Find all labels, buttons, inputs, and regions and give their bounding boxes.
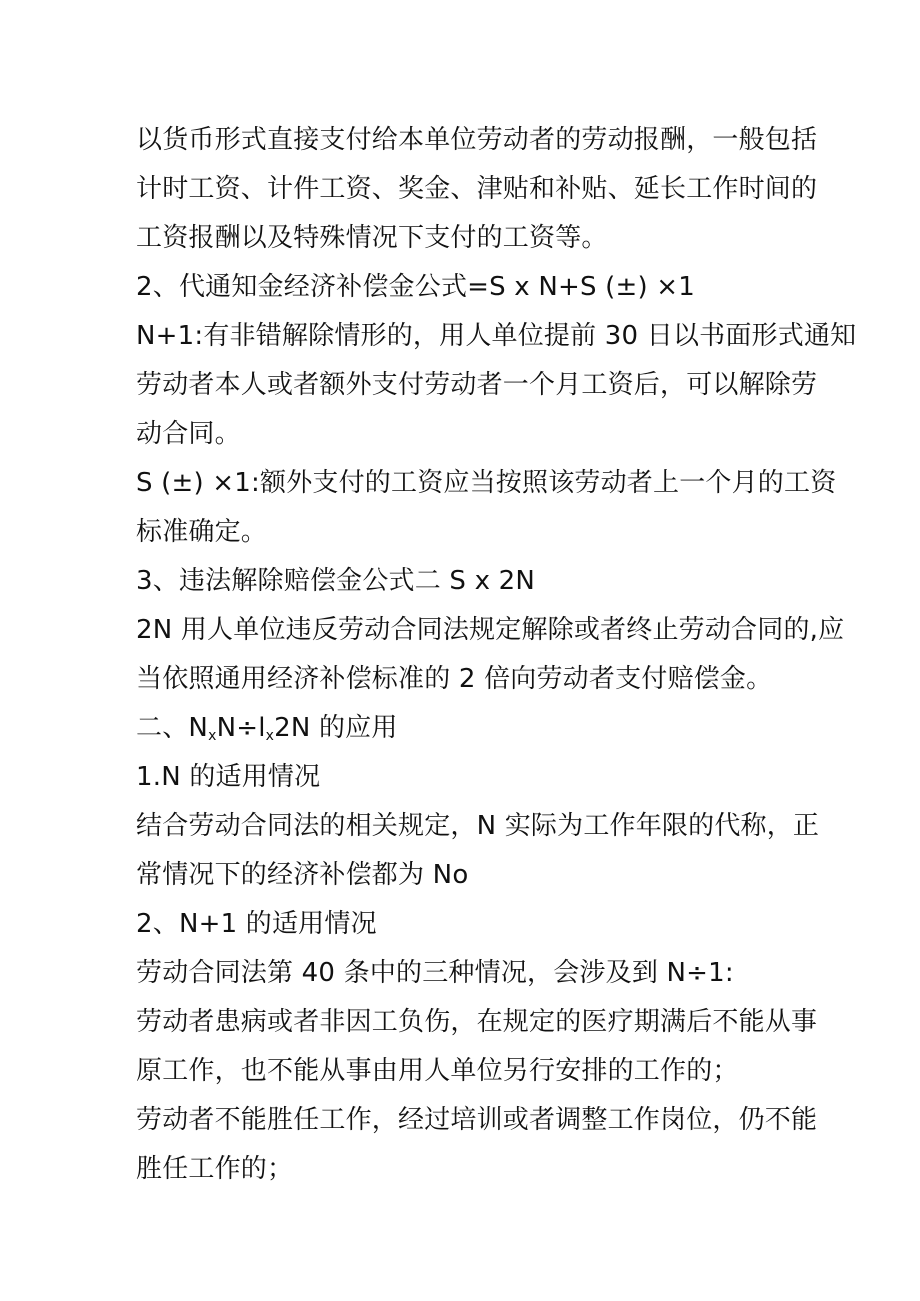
heading-suffix: 2N 的应用 [274, 713, 398, 743]
formula-line: 2、代通知金经济补偿金公式=S x N+S (±) ×1 [136, 272, 696, 302]
paragraph-line: 计时工资、计件工资、奖金、津贴和补贴、延长工作时间的 [136, 174, 818, 204]
paragraph-line: 工资报酬以及特殊情况下支付的工资等。 [136, 223, 608, 253]
paragraph-line: 劳动合同法第 40 条中的三种情况，会涉及到 N÷1: [136, 958, 734, 988]
paragraph-line: 原工作，也不能从事由用人单位另行安排的工作的； [136, 1056, 739, 1086]
heading-middle: N÷l [216, 713, 266, 743]
paragraph-line: 标准确定。 [136, 517, 268, 547]
paragraph-line: 劳动者本人或者额外支付劳动者一个月工资后，可以解除劳 [136, 370, 818, 400]
document-body [136, 116, 857, 1194]
heading-subscript: x [208, 728, 217, 744]
paragraph-line: 劳动者不能胜任工作，经过培训或者调整工作岗位，仍不能 [136, 1105, 818, 1135]
paragraph-line: 劳动者患病或者非因工负伤，在规定的医疗期满后不能从事 [136, 1007, 818, 1037]
paragraph-line: S (±) ×1:额外支付的工资应当按照该劳动者上一个月的工资 [136, 468, 837, 498]
paragraph-line: 动合同。 [136, 419, 241, 449]
subheading: 1.N 的适用情况 [136, 762, 321, 792]
paragraph-line: 常情况下的经济补偿都为 No [136, 860, 469, 890]
paragraph-line: 以货币形式直接支付给本单位劳动者的劳动报酬，一般包括 [136, 125, 818, 155]
paragraph-line: 结合劳动合同法的相关规定，N 实际为工作年限的代称，正 [136, 811, 820, 841]
section-heading [136, 704, 796, 753]
paragraph-line: 当依照通用经济补偿标准的 2 倍向劳动者支付赔偿金。 [136, 664, 773, 694]
heading-prefix: 二、N [136, 713, 209, 743]
subheading: 2、N+1 的适用情况 [136, 909, 377, 939]
paragraph-line: 胜任工作的； [136, 1154, 294, 1184]
formula-line: 3、违法解除赔偿金公式二 S x 2N [136, 566, 536, 596]
paragraph-line: 2N 用人单位违反劳动合同法规定解除或者终止劳动合同的,应 [136, 615, 845, 645]
paragraph-line: N+1:有非错解除情形的，用人单位提前 30 日以书面形式通知 [136, 321, 857, 351]
heading-subscript: x [265, 728, 275, 744]
